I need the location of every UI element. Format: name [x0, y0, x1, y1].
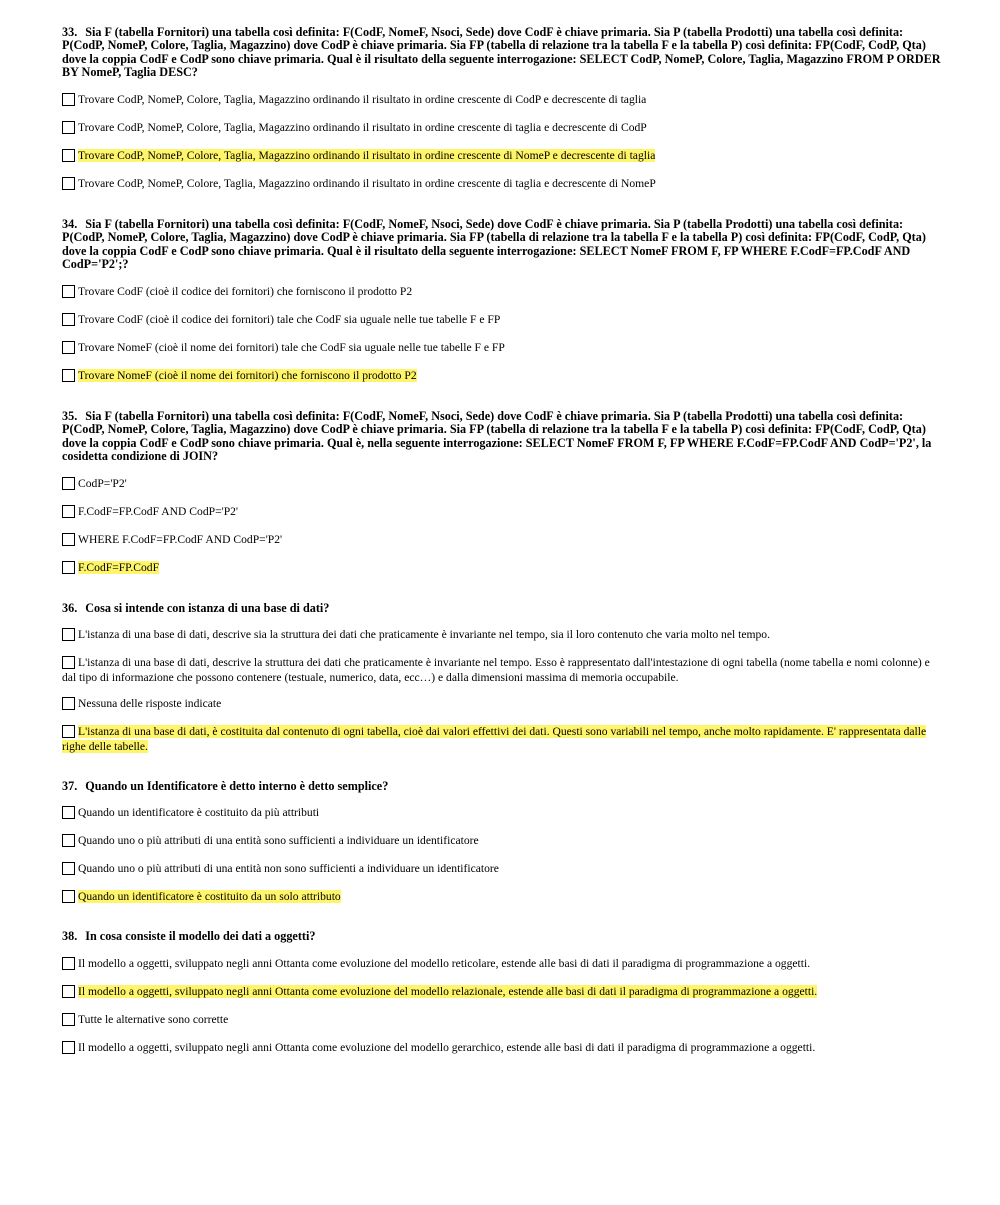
- answer-text: Il modello a oggetti, sviluppato negli anni Ottanta come evoluzione del modello reticolare, estende alle basi di dati il paradigma di programmazione a oggetti.: [78, 957, 811, 970]
- answer-text: Trovare NomeF (cioè il nome dei fornitori) tale che CodF sia uguale nelle tue tabelle F e FP: [78, 341, 505, 354]
- question-prompt: Sia F (tabella Fornitori) una tabella così definita: F(CodF, NomeF, Nsoci, Sede) dove CodF è chiave primaria. Sia P (tabella Prodotti) una tabella così definita: P(CodP, NomeP, Colore, Taglia, Magazzino) dove CodP è chiave primaria. Sia FP (tabella di relazione tra la tabella F e la tabella P) così definita: FP(CodF, CodP, Qta) dove la coppia CodF e CodP sono chiave primaria. Qual è il risultato della seguente interrogazione: SELECT CodP, NomeP, Colore, Taglia, Magazzino FROM P ORDER BY NomeP, Taglia DESC?: [62, 25, 941, 80]
- question-text: [62, 780, 942, 793]
- answer-text-highlighted: Il modello a oggetti, sviluppato negli anni Ottanta come evoluzione del modello relazionale, estende alle basi di dati il paradigma di programmazione a oggetti.: [78, 985, 818, 998]
- answer-text: Trovare CodF (cioè il codice dei fornitori) che forniscono il prodotto P2: [78, 285, 413, 298]
- question-prompt: Quando un Identificatore è detto interno è detto semplice?: [85, 779, 389, 793]
- question-35: [62, 410, 942, 464]
- answer-checkbox[interactable]: [62, 985, 75, 998]
- question-number: 38.: [62, 929, 78, 943]
- answer-option[interactable]: [62, 1012, 942, 1027]
- answer-text: Tutte le alternative sono corrette: [78, 1013, 229, 1026]
- answer-text: Trovare CodP, NomeP, Colore, Taglia, Magazzino ordinando il risultato in ordine crescente di taglia e decrescente di NomeP: [78, 177, 656, 190]
- question-prompt: In cosa consiste il modello dei dati a oggetti?: [85, 929, 316, 943]
- answer-text-highlighted: Trovare CodP, NomeP, Colore, Taglia, Magazzino ordinando il risultato in ordine crescente di NomeP e decrescente di taglia: [78, 149, 656, 162]
- answer-text: Quando uno o più attributi di una entità sono sufficienti a individuare un identificatore: [78, 834, 479, 847]
- answer-option[interactable]: [62, 1040, 942, 1055]
- answer-text: Nessuna delle risposte indicate: [78, 697, 222, 710]
- answer-option[interactable]: [62, 312, 942, 327]
- question-prompt: Sia F (tabella Fornitori) una tabella così definita: F(CodF, NomeF, Nsoci, Sede) dove CodF è chiave primaria. Sia P (tabella Prodotti) una tabella così definita: P(CodP, NomeP, Colore, Taglia, Magazzino) dove CodP è chiave primaria. Sia FP (tabella di relazione tra la tabella F e la tabella P) così definita: FP(CodF, CodP, Qta) dove la coppia CodF e CodP sono chiave primaria. Qual è il risultato della seguente interrogazione: SELECT NomeF FROM F, FP WHERE F.CodF=FP.CodF AND CodP='P2';?: [62, 217, 926, 272]
- answer-option[interactable]: [62, 696, 942, 711]
- answer-checkbox[interactable]: [62, 341, 75, 354]
- answer-checkbox[interactable]: [62, 477, 75, 490]
- answer-checkbox[interactable]: [62, 533, 75, 546]
- answer-option[interactable]: [62, 833, 942, 848]
- answer-text: WHERE F.CodF=FP.CodF AND CodP='P2': [78, 533, 283, 546]
- question-text: [62, 410, 942, 464]
- question-prompt: Sia F (tabella Fornitori) una tabella così definita: F(CodF, NomeF, Nsoci, Sede) dove CodF è chiave primaria. Sia P (tabella Prodotti) una tabella così definita: P(CodP, NomeP, Colore, Taglia, Magazzino) dove CodP è chiave primaria. Sia FP (tabella di relazione tra la tabella F e la tabella P) così definita: FP(CodF, CodP, Qta) dove la coppia CodF e CodP sono chiave primaria. Qual è, nella seguente interrogazione: SELECT NomeF FROM F, FP WHERE F.CodF=FP.CodF AND CodP='P2', la cosidetta condizione di JOIN?: [62, 409, 932, 464]
- answer-option[interactable]: [62, 889, 942, 904]
- answer-text: Quando un identificatore è costituito da più attributi: [78, 806, 320, 819]
- answer-option[interactable]: [62, 504, 942, 519]
- answer-option[interactable]: [62, 956, 942, 971]
- question-33: [62, 26, 942, 80]
- answer-option[interactable]: [62, 284, 942, 299]
- answer-text: Trovare CodP, NomeP, Colore, Taglia, Magazzino ordinando il risultato in ordine crescente di taglia e decrescente di CodP: [78, 121, 647, 134]
- answer-checkbox[interactable]: [62, 890, 75, 903]
- question-number: 37.: [62, 779, 78, 793]
- question-number: 35.: [62, 409, 78, 423]
- answer-checkbox[interactable]: [62, 862, 75, 875]
- answer-checkbox[interactable]: [62, 697, 75, 710]
- answer-option[interactable]: [62, 92, 942, 107]
- answer-text: Quando uno o più attributi di una entità non sono sufficienti a individuare un identificatore: [78, 862, 499, 875]
- answer-checkbox[interactable]: [62, 177, 75, 190]
- answer-text-highlighted: Quando un identificatore è costituito da un solo attributo: [78, 890, 341, 903]
- answer-option[interactable]: [62, 120, 942, 135]
- answer-checkbox[interactable]: [62, 369, 75, 382]
- answer-text: Trovare CodF (cioè il codice dei fornitori) tale che CodF sia uguale nelle tue tabelle F e FP: [78, 313, 501, 326]
- question-38: [62, 930, 942, 943]
- question-36: [62, 602, 942, 615]
- answer-option[interactable]: [62, 532, 942, 547]
- answer-option[interactable]: [62, 560, 942, 575]
- question-text: [62, 26, 942, 80]
- answer-checkbox[interactable]: [62, 121, 75, 134]
- question-text: [62, 218, 942, 272]
- question-prompt: Cosa si intende con istanza di una base di dati?: [85, 601, 330, 615]
- question-number: 36.: [62, 601, 78, 615]
- answer-checkbox[interactable]: [62, 656, 75, 669]
- answer-option[interactable]: [62, 861, 942, 876]
- answer-text-highlighted: L'istanza di una base di dati, è costituita dal contenuto di ogni tabella, cioè dai valori effettivi dei dati. Questi sono variabili nel tempo, anche molto rapidamente. E' rappresentata dalle righe delle tabelle.: [62, 725, 927, 753]
- answer-option[interactable]: [62, 176, 942, 191]
- answer-text: CodP='P2': [78, 477, 127, 490]
- answer-text: Il modello a oggetti, sviluppato negli anni Ottanta come evoluzione del modello gerarchico, estende alle basi di dati il paradigma di programmazione a oggetti.: [78, 1041, 816, 1054]
- answer-checkbox[interactable]: [62, 285, 75, 298]
- answer-text-highlighted: Trovare NomeF (cioè il nome dei fornitori) che forniscono il prodotto P2: [78, 369, 417, 382]
- question-number: 34.: [62, 217, 78, 231]
- answer-option[interactable]: [62, 476, 942, 491]
- answer-option[interactable]: [62, 368, 942, 383]
- answer-text: L'istanza di una base di dati, descrive sia la struttura dei dati che praticamente è invariante nel tempo, sia il loro contenuto che varia molto nel tempo.: [78, 628, 770, 641]
- answer-checkbox[interactable]: [62, 1013, 75, 1026]
- answer-checkbox[interactable]: [62, 149, 75, 162]
- answer-checkbox[interactable]: [62, 505, 75, 518]
- answer-checkbox[interactable]: [62, 313, 75, 326]
- answer-text: L'istanza di una base di dati, descrive la struttura dei dati che praticamente è invariante nel tempo. Esso è rappresentato dall'intestazione di ogni tabella (nome tabella e nomi colonne) e dal tipo di informazione che possono contenere (testuale, numerico, data, ecc…) e dalla dimensioni massima di memoria occupabile.: [62, 656, 930, 684]
- answer-option[interactable]: [62, 340, 942, 355]
- question-37: [62, 780, 942, 793]
- question-text: [62, 602, 942, 615]
- answer-text: Trovare CodP, NomeP, Colore, Taglia, Magazzino ordinando il risultato in ordine crescente di CodP e decrescente di taglia: [78, 93, 647, 106]
- answer-option[interactable]: [62, 805, 942, 820]
- answer-checkbox[interactable]: [62, 725, 75, 738]
- answer-checkbox[interactable]: [62, 834, 75, 847]
- answer-option[interactable]: [62, 724, 942, 754]
- answer-option[interactable]: [62, 148, 942, 163]
- question-text: [62, 930, 942, 943]
- answer-text-highlighted: F.CodF=FP.CodF: [78, 561, 160, 574]
- answer-checkbox[interactable]: [62, 957, 75, 970]
- answer-option[interactable]: [62, 627, 942, 642]
- answer-checkbox[interactable]: [62, 628, 75, 641]
- answer-checkbox[interactable]: [62, 93, 75, 106]
- answer-option[interactable]: [62, 655, 942, 685]
- answer-text: F.CodF=FP.CodF AND CodP='P2': [78, 505, 239, 518]
- answer-option[interactable]: [62, 984, 942, 999]
- answer-checkbox[interactable]: [62, 806, 75, 819]
- answer-checkbox[interactable]: [62, 1041, 75, 1054]
- question-34: [62, 218, 942, 272]
- question-number: 33.: [62, 25, 78, 39]
- answer-checkbox[interactable]: [62, 561, 75, 574]
